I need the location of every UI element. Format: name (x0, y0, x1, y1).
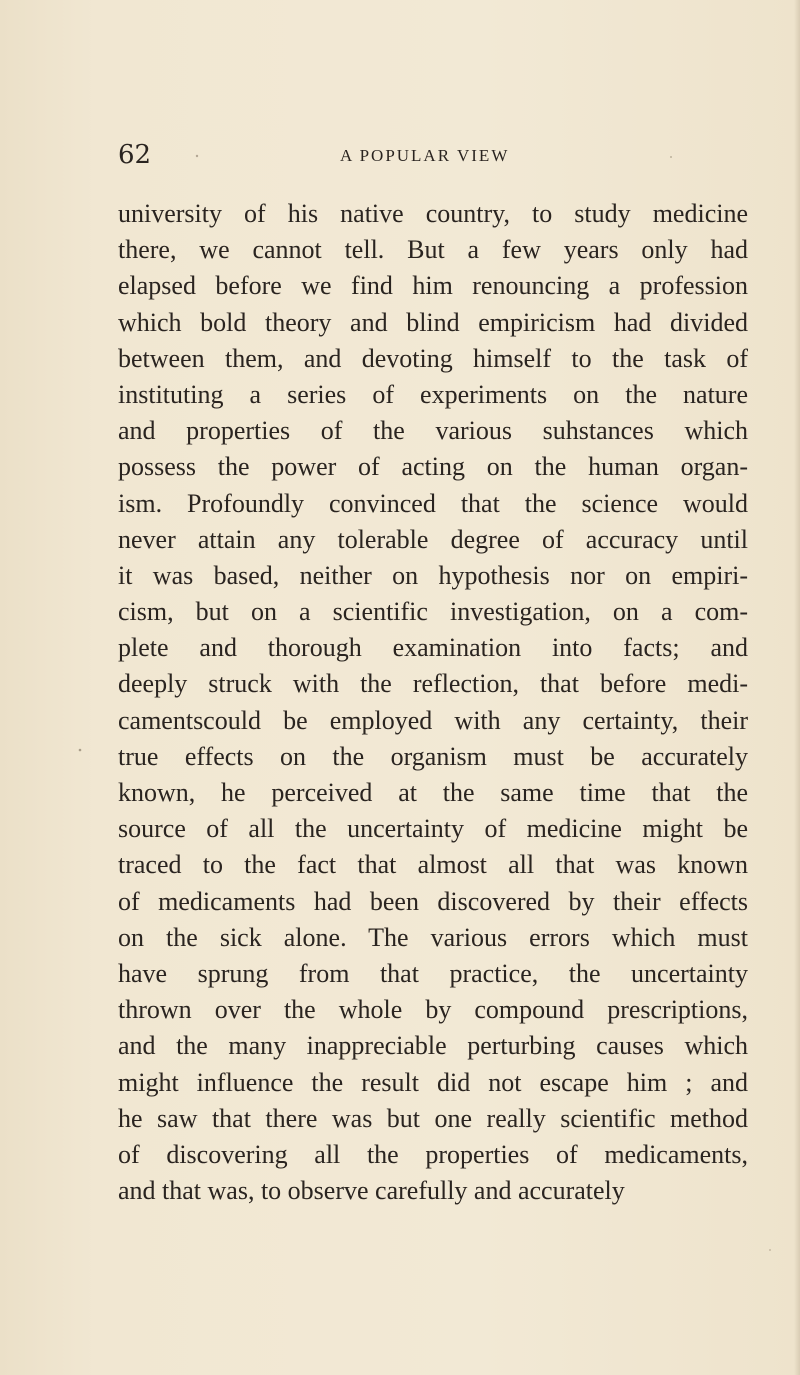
text-line: it was based, neither on hypothesis nor on empiri- (118, 560, 748, 590)
text-line: which bold theory and blind empiricism had divided (118, 307, 748, 337)
text-line: known, he perceived at the same time that the (118, 778, 748, 807)
running-title: A POPULAR VIEW (340, 146, 510, 165)
text-line: between them, and devoting himself to the task of (118, 343, 748, 373)
text-line: he saw that there was but one really scientific method (118, 1103, 748, 1133)
page-edge-shadow (794, 0, 800, 1375)
text-line: of discovering all the properties of medicaments, (118, 1139, 748, 1169)
text-line: source of all the uncertainty of medicine might be (118, 814, 748, 844)
body-paragraph (118, 196, 748, 1209)
text-line: true effects on the organism must be accurately (118, 741, 748, 771)
text-line: might influence the result did not escape him ; and (118, 1067, 748, 1097)
page-number: 62 (118, 140, 152, 170)
text-line: have sprung from that practice, the uncertainty (118, 958, 748, 988)
text-line: and properties of the various suhstances which (118, 416, 748, 446)
text-line: ism. Profoundly convinced that the science would (118, 488, 748, 518)
text-line: never attain any tolerable degree of accuracy until (118, 524, 748, 554)
text-line: university of his native country, to study medicine (118, 199, 748, 228)
text-line: on the sick alone. The various errors which must (118, 922, 748, 952)
page-header (0, 138, 800, 168)
text-line: of medicaments had been discovered by their effects (118, 886, 748, 916)
text-line: instituting a series of experiments on the nature (118, 379, 748, 409)
text-line: camentscould be employed with any certainty, their (118, 705, 748, 735)
text-line: and the many inappreciable perturbing causes which (118, 1031, 748, 1061)
text-line: there, we cannot tell. But a few years only had (118, 235, 748, 265)
text-line: elapsed before we find him renouncing a profession (118, 271, 748, 301)
text-line: plete and thorough examination into facts; and (118, 633, 748, 663)
text-line: and that was, to observe carefully and accurately (118, 1176, 625, 1206)
text-line: cism, but on a scientific investigation, on a com- (118, 597, 748, 627)
text-line: traced to the fact that almost all that was known (118, 850, 748, 880)
text-line: possess the power of acting on the human organ- (118, 452, 748, 482)
text-line: thrown over the whole by compound prescriptions, (118, 995, 748, 1025)
text-line: deeply struck with the reflection, that before medi- (118, 669, 748, 699)
